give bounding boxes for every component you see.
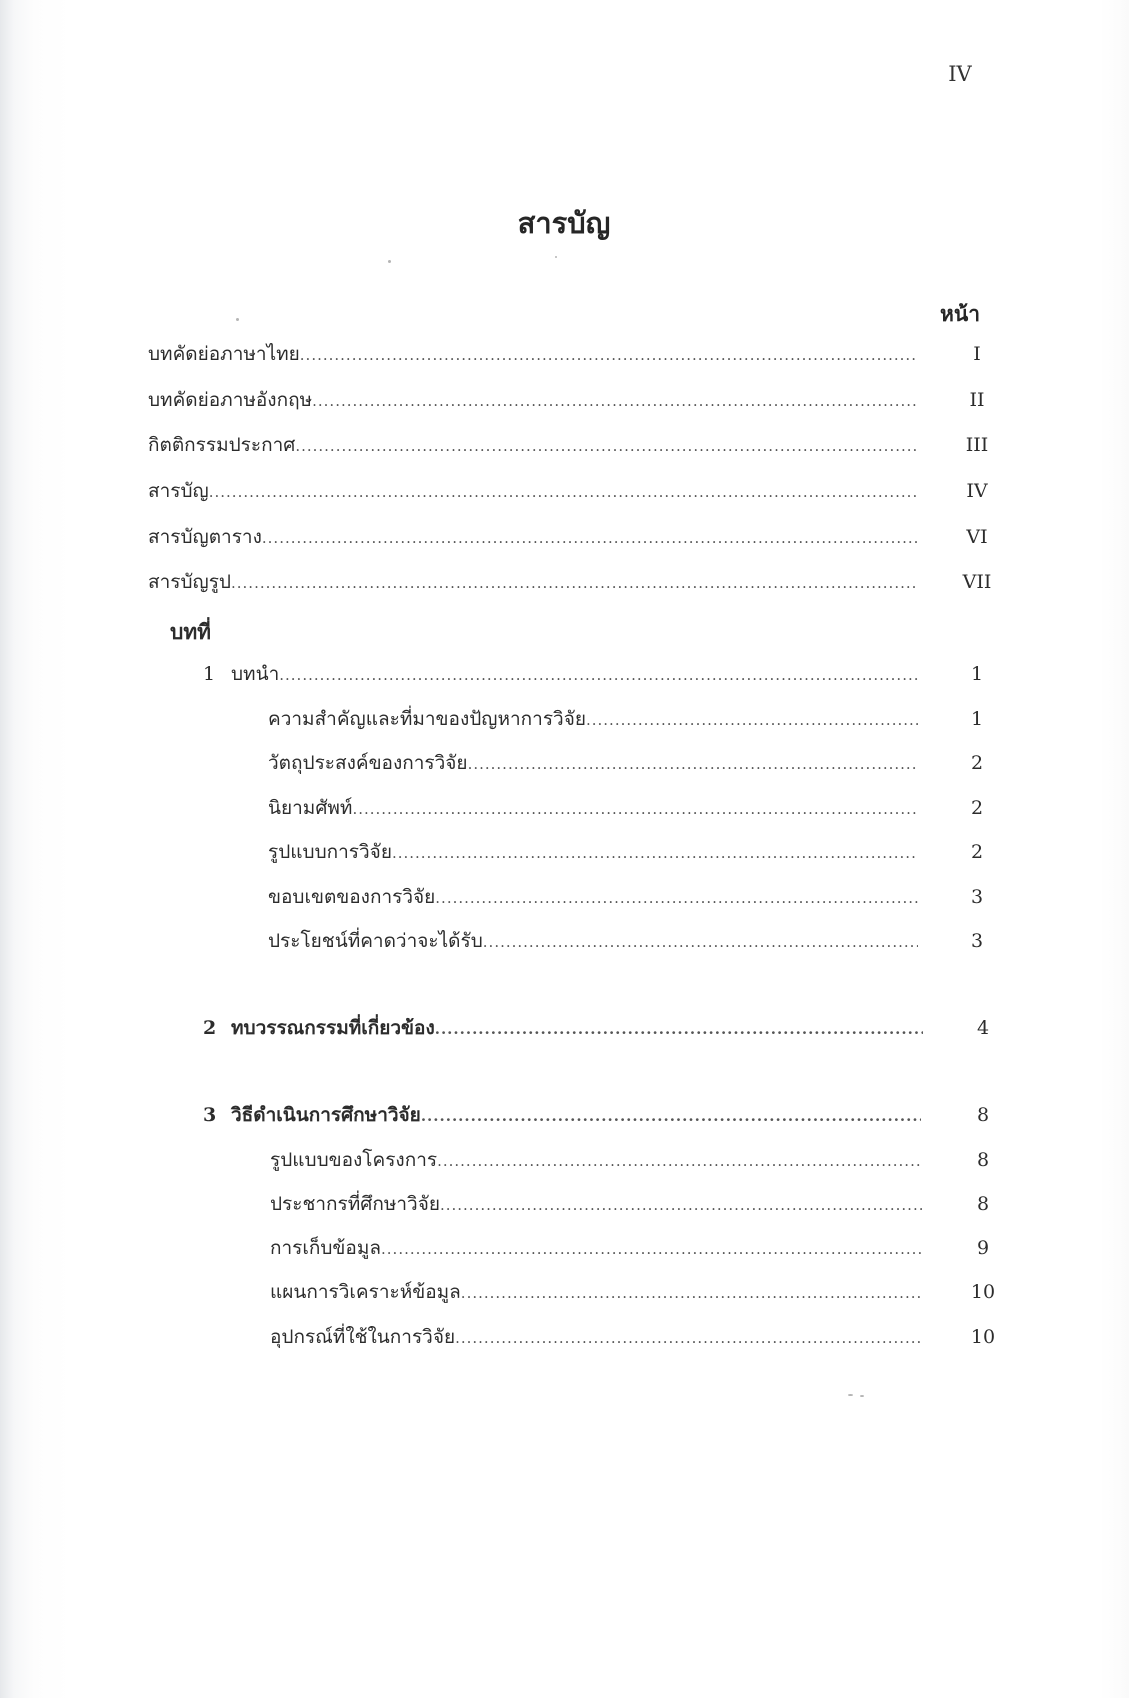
toc-entry-page: 8 xyxy=(976,1104,990,1126)
toc-entry-page: VII xyxy=(962,571,992,593)
section-label: วัตถุประสงค์ของการวิจัย xyxy=(268,752,468,774)
section-label: ขอบเขตของการวิจัย xyxy=(268,886,436,908)
toc-entry-label: สารบัญรูป xyxy=(148,571,231,593)
dot-leader xyxy=(461,1278,922,1308)
toc-section-entry[interactable] xyxy=(268,882,918,912)
section-label: อุปกรณ์ที่ใช้ในการวิจัย xyxy=(270,1326,456,1348)
dot-leader xyxy=(352,794,918,824)
toc-entry[interactable] xyxy=(148,430,918,460)
toc-section-entry[interactable] xyxy=(268,837,918,867)
dot-leader xyxy=(279,660,918,690)
toc-entry-page: 8 xyxy=(976,1149,990,1171)
section-label: ประโยชน์ที่คาดว่าจะได้รับ xyxy=(268,930,483,952)
toc-chapter-entry[interactable] xyxy=(203,1100,921,1130)
chapter-number: 1 xyxy=(203,663,216,685)
toc-section-entry[interactable] xyxy=(270,1233,922,1263)
toc-entry-page: 3 xyxy=(970,930,984,952)
page-title: สารบัญ xyxy=(517,206,611,240)
toc-section-entry[interactable] xyxy=(270,1277,922,1307)
dot-leader xyxy=(586,705,918,735)
scan-speck xyxy=(236,318,239,321)
dot-leader xyxy=(468,749,918,779)
dot-leader xyxy=(231,568,918,598)
toc-entry-page: 2 xyxy=(970,797,984,819)
toc-entry-page: 10 xyxy=(970,1326,996,1348)
section-label: ความสำคัญและที่มาของปัญหาการวิจัย xyxy=(268,708,586,730)
dot-leader xyxy=(435,1014,923,1044)
dot-leader xyxy=(209,477,918,507)
scan-speck xyxy=(555,256,557,258)
chapter-label: วิธีดำเนินการศึกษาวิจัย xyxy=(231,1104,421,1126)
toc-chapter-entry[interactable] xyxy=(203,1013,923,1043)
toc-entry[interactable] xyxy=(148,476,918,506)
dot-leader xyxy=(295,431,918,461)
toc-entry-page: 1 xyxy=(970,663,984,685)
section-label: รูปแบบของโครงการ xyxy=(270,1149,438,1171)
toc-section-entry[interactable] xyxy=(268,793,918,823)
toc-section-entry[interactable] xyxy=(268,748,918,778)
page-number: IV xyxy=(948,62,972,86)
scan-speck xyxy=(848,1394,853,1396)
section-label: รูปแบบการวิจัย xyxy=(268,841,392,863)
dot-leader xyxy=(437,1146,922,1176)
toc-section-entry[interactable] xyxy=(270,1145,922,1175)
page-column-header: หน้า xyxy=(940,301,980,326)
dot-leader xyxy=(312,386,918,416)
toc-entry-page: III xyxy=(965,434,989,456)
dot-leader xyxy=(435,883,918,913)
toc-section-entry[interactable] xyxy=(268,926,918,956)
dot-leader xyxy=(262,523,918,553)
toc-entry-label: กิตติกรรมประกาศ xyxy=(148,434,296,456)
toc-entry[interactable] xyxy=(148,522,918,552)
toc-section-entry[interactable] xyxy=(268,704,918,734)
toc-entry-label: สารบัญตาราง xyxy=(148,526,262,548)
chapter-heading: บทที่ xyxy=(170,619,212,644)
toc-entry-page: IV xyxy=(966,480,988,502)
toc-entry-page: 3 xyxy=(970,886,984,908)
toc-entry-page: 1 xyxy=(970,708,984,730)
dot-leader xyxy=(381,1234,922,1264)
toc-entry-page: 8 xyxy=(976,1193,990,1215)
toc-entry-page: 10 xyxy=(970,1281,996,1303)
toc-entry-page: 2 xyxy=(970,841,984,863)
toc-section-entry[interactable] xyxy=(270,1189,922,1219)
section-label: การเก็บข้อมูล xyxy=(270,1237,382,1259)
chapter-number: 3 xyxy=(203,1104,217,1126)
dot-leader xyxy=(300,340,918,370)
dot-leader xyxy=(455,1323,922,1353)
toc-entry-page: I xyxy=(973,343,981,365)
section-label: ประชากรที่ศึกษาวิจัย xyxy=(270,1193,440,1215)
dot-leader xyxy=(440,1190,922,1220)
toc-section-entry[interactable] xyxy=(270,1322,922,1352)
section-label: นิยามศัพท์ xyxy=(268,797,353,819)
dot-leader xyxy=(483,927,918,957)
toc-entry-label: บทคัดย่อภาษาไทย xyxy=(148,343,300,365)
dot-leader xyxy=(392,838,918,868)
scan-speck xyxy=(860,1395,864,1397)
section-label: แผนการวิเคราะห์ข้อมูล xyxy=(270,1281,461,1303)
toc-entry-page: 2 xyxy=(970,752,984,774)
toc-entry-page: 4 xyxy=(976,1017,990,1039)
toc-chapter-entry[interactable] xyxy=(203,659,918,689)
toc-entry[interactable] xyxy=(148,385,918,415)
toc-entry[interactable] xyxy=(148,339,918,369)
toc-entry-label: สารบัญ xyxy=(148,480,209,502)
toc-entry-page: VI xyxy=(966,526,988,548)
toc-entry-label: บทคัดย่อภาษอังกฤษ xyxy=(148,389,313,411)
toc-entry-page: II xyxy=(969,389,985,411)
chapter-number: 2 xyxy=(203,1017,217,1039)
dot-leader xyxy=(421,1101,921,1131)
chapter-label: ทบวรรณกรรมที่เกี่ยวข้อง xyxy=(231,1017,435,1039)
toc-entry-page: 9 xyxy=(976,1237,990,1259)
chapter-label: บทนำ xyxy=(231,663,280,685)
toc-entry[interactable] xyxy=(148,567,918,597)
scan-speck xyxy=(388,260,391,263)
